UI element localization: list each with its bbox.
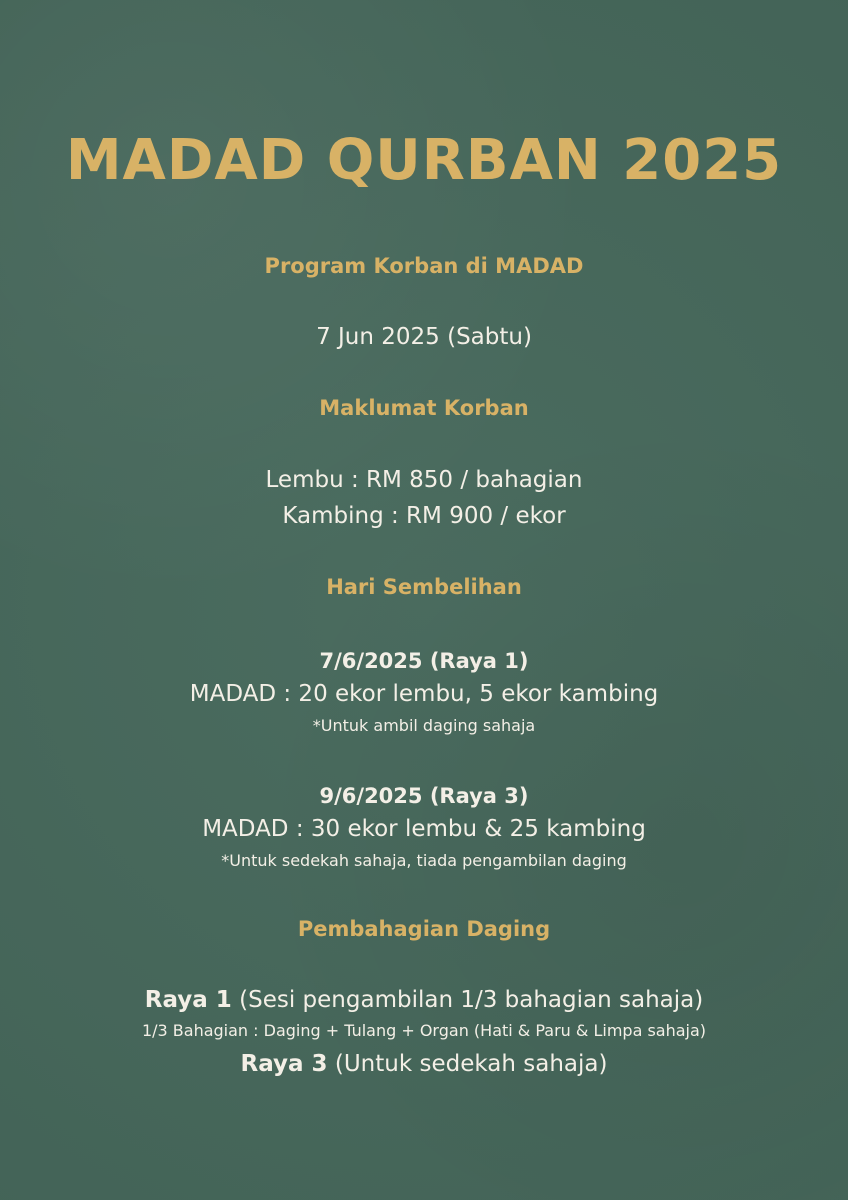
raya1-line [0, 987, 848, 1013]
raya1-label: Raya 1 [144, 987, 232, 1013]
pembahagian-heading: Pembahagian Daging [297, 917, 551, 941]
price-lembu: Lembu : RM 850 / bahagian [265, 467, 583, 493]
page-title: MADAD QURBAN 2025 [65, 128, 783, 193]
raya3-label: Raya 3 [240, 1051, 328, 1077]
raya3-line [0, 1051, 848, 1077]
program-date: 7 Jun 2025 (Sabtu) [316, 324, 532, 350]
day3-note: *Untuk sedekah sahaja, tiada pengambilan daging [221, 851, 627, 870]
day1-note: *Untuk ambil daging sahaja [312, 716, 536, 735]
day3-date: 9/6/2025 (Raya 3) [319, 784, 529, 808]
hari-heading: Hari Sembelihan [326, 575, 522, 599]
day1-detail: MADAD : 20 ekor lembu, 5 ekor kambing [189, 681, 659, 707]
price-kambing: Kambing : RM 900 / ekor [282, 503, 566, 529]
maklumat-heading: Maklumat Korban [319, 396, 529, 420]
raya3-text: (Untuk sedekah sahaja) [334, 1051, 608, 1077]
day1-date: 7/6/2025 (Raya 1) [319, 649, 529, 673]
day3-detail: MADAD : 30 ekor lembu & 25 kambing [202, 816, 646, 842]
raya1-text: (Sesi pengambilan 1/3 bahagian sahaja) [239, 987, 704, 1013]
program-heading: Program Korban di MADAD [264, 254, 584, 278]
raya1-detail: 1/3 Bahagian : Daging + Tulang + Organ (Hati & Paru & Limpa sahaja) [141, 1021, 707, 1040]
